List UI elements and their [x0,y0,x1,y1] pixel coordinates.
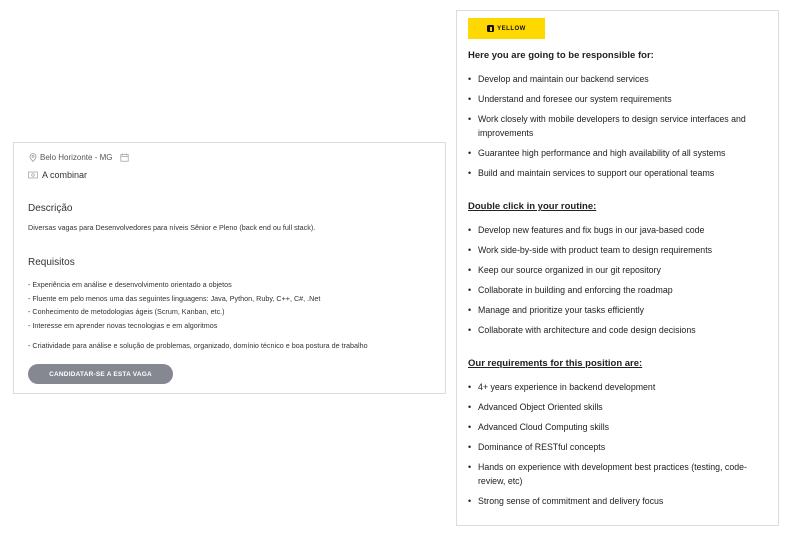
description-title: Descrição [28,203,73,214]
list-item: • Dominance of RESTful concepts [468,440,767,454]
list-item: • Work side-by-side with product team to design requirements [468,243,767,257]
requirements-extra: - Criatividade para análise e solução de problemas, organizado, domínio técnico e boa postura de trabalho [28,341,368,351]
list-item: • Develop new features and fix bugs in our java-based code [468,223,767,237]
list-item: • Build and maintain services to support our operational teams [468,166,767,180]
list-item: - Experiência em análise e desenvolvimento orientado a objetos [28,280,232,290]
requirements-list [28,278,431,332]
list-item: • Collaborate in building and enforcing the roadmap [468,283,767,297]
location-text: Belo Horizonte - MG [40,152,113,162]
job-card-left [13,142,446,394]
list-item: - Conhecimento de metodologias ágeis (Scrum, Kanban, etc.) [28,307,225,317]
routine-heading: Double click in your routine: [468,201,597,212]
money-icon [28,171,38,179]
list-item: • Advanced Cloud Computing skills [468,420,767,434]
list-item: • 4+ years experience in backend development [468,380,767,394]
list-item: • Guarantee high performance and high availability of all systems [468,146,767,160]
responsibilities-heading: Here you are going to be responsible for: [468,50,654,61]
calendar-icon [120,153,129,162]
apply-button[interactable]: CANDIDATAR-SE A ESTA VAGA [28,364,173,384]
job-card-right [456,10,779,526]
salary-row [28,169,431,181]
salary-text: A combinar [42,170,88,180]
list-item: • Advanced Object Oriented skills [468,400,767,414]
list-item: • Manage and prioritize your tasks efficiently [468,303,767,317]
company-logo [468,18,545,39]
list-item: • Understand and foresee our system requirements [468,92,767,106]
list-item: - Interesse em aprender novas tecnologias e em algoritmos [28,320,218,330]
list-item: • Collaborate with architecture and code design decisions [468,323,767,337]
list-item: • Hands on experience with development best practices (testing, code-review, etc) [468,460,767,488]
list-item: • Keep our source organized in our git repository [468,263,767,277]
requirements-title: Requisitos [28,257,75,269]
position-requirements-list [468,380,767,508]
list-item: • Work closely with mobile developers to design service interfaces and improvements [468,112,767,140]
list-item: • Strong sense of commitment and delivery focus [468,494,767,508]
routine-list [468,223,767,337]
requirements-heading: Our requirements for this position are: [468,358,643,369]
description-text: Diversas vagas para Desenvolvedores para níveis Sênior e Pleno (back end ou full stack). [28,223,316,232]
location-pin-icon [28,153,37,162]
logo-text: YELLOW [497,25,526,32]
list-item: - Fluente em pelo menos uma das seguintes linguagens: Java, Python, Ruby, C++, C#, .Net [28,293,321,303]
location-row [28,151,431,163]
yellow-logo-icon [487,25,494,32]
list-item: • Develop and maintain our backend services [468,72,767,86]
responsibilities-list [468,72,767,180]
